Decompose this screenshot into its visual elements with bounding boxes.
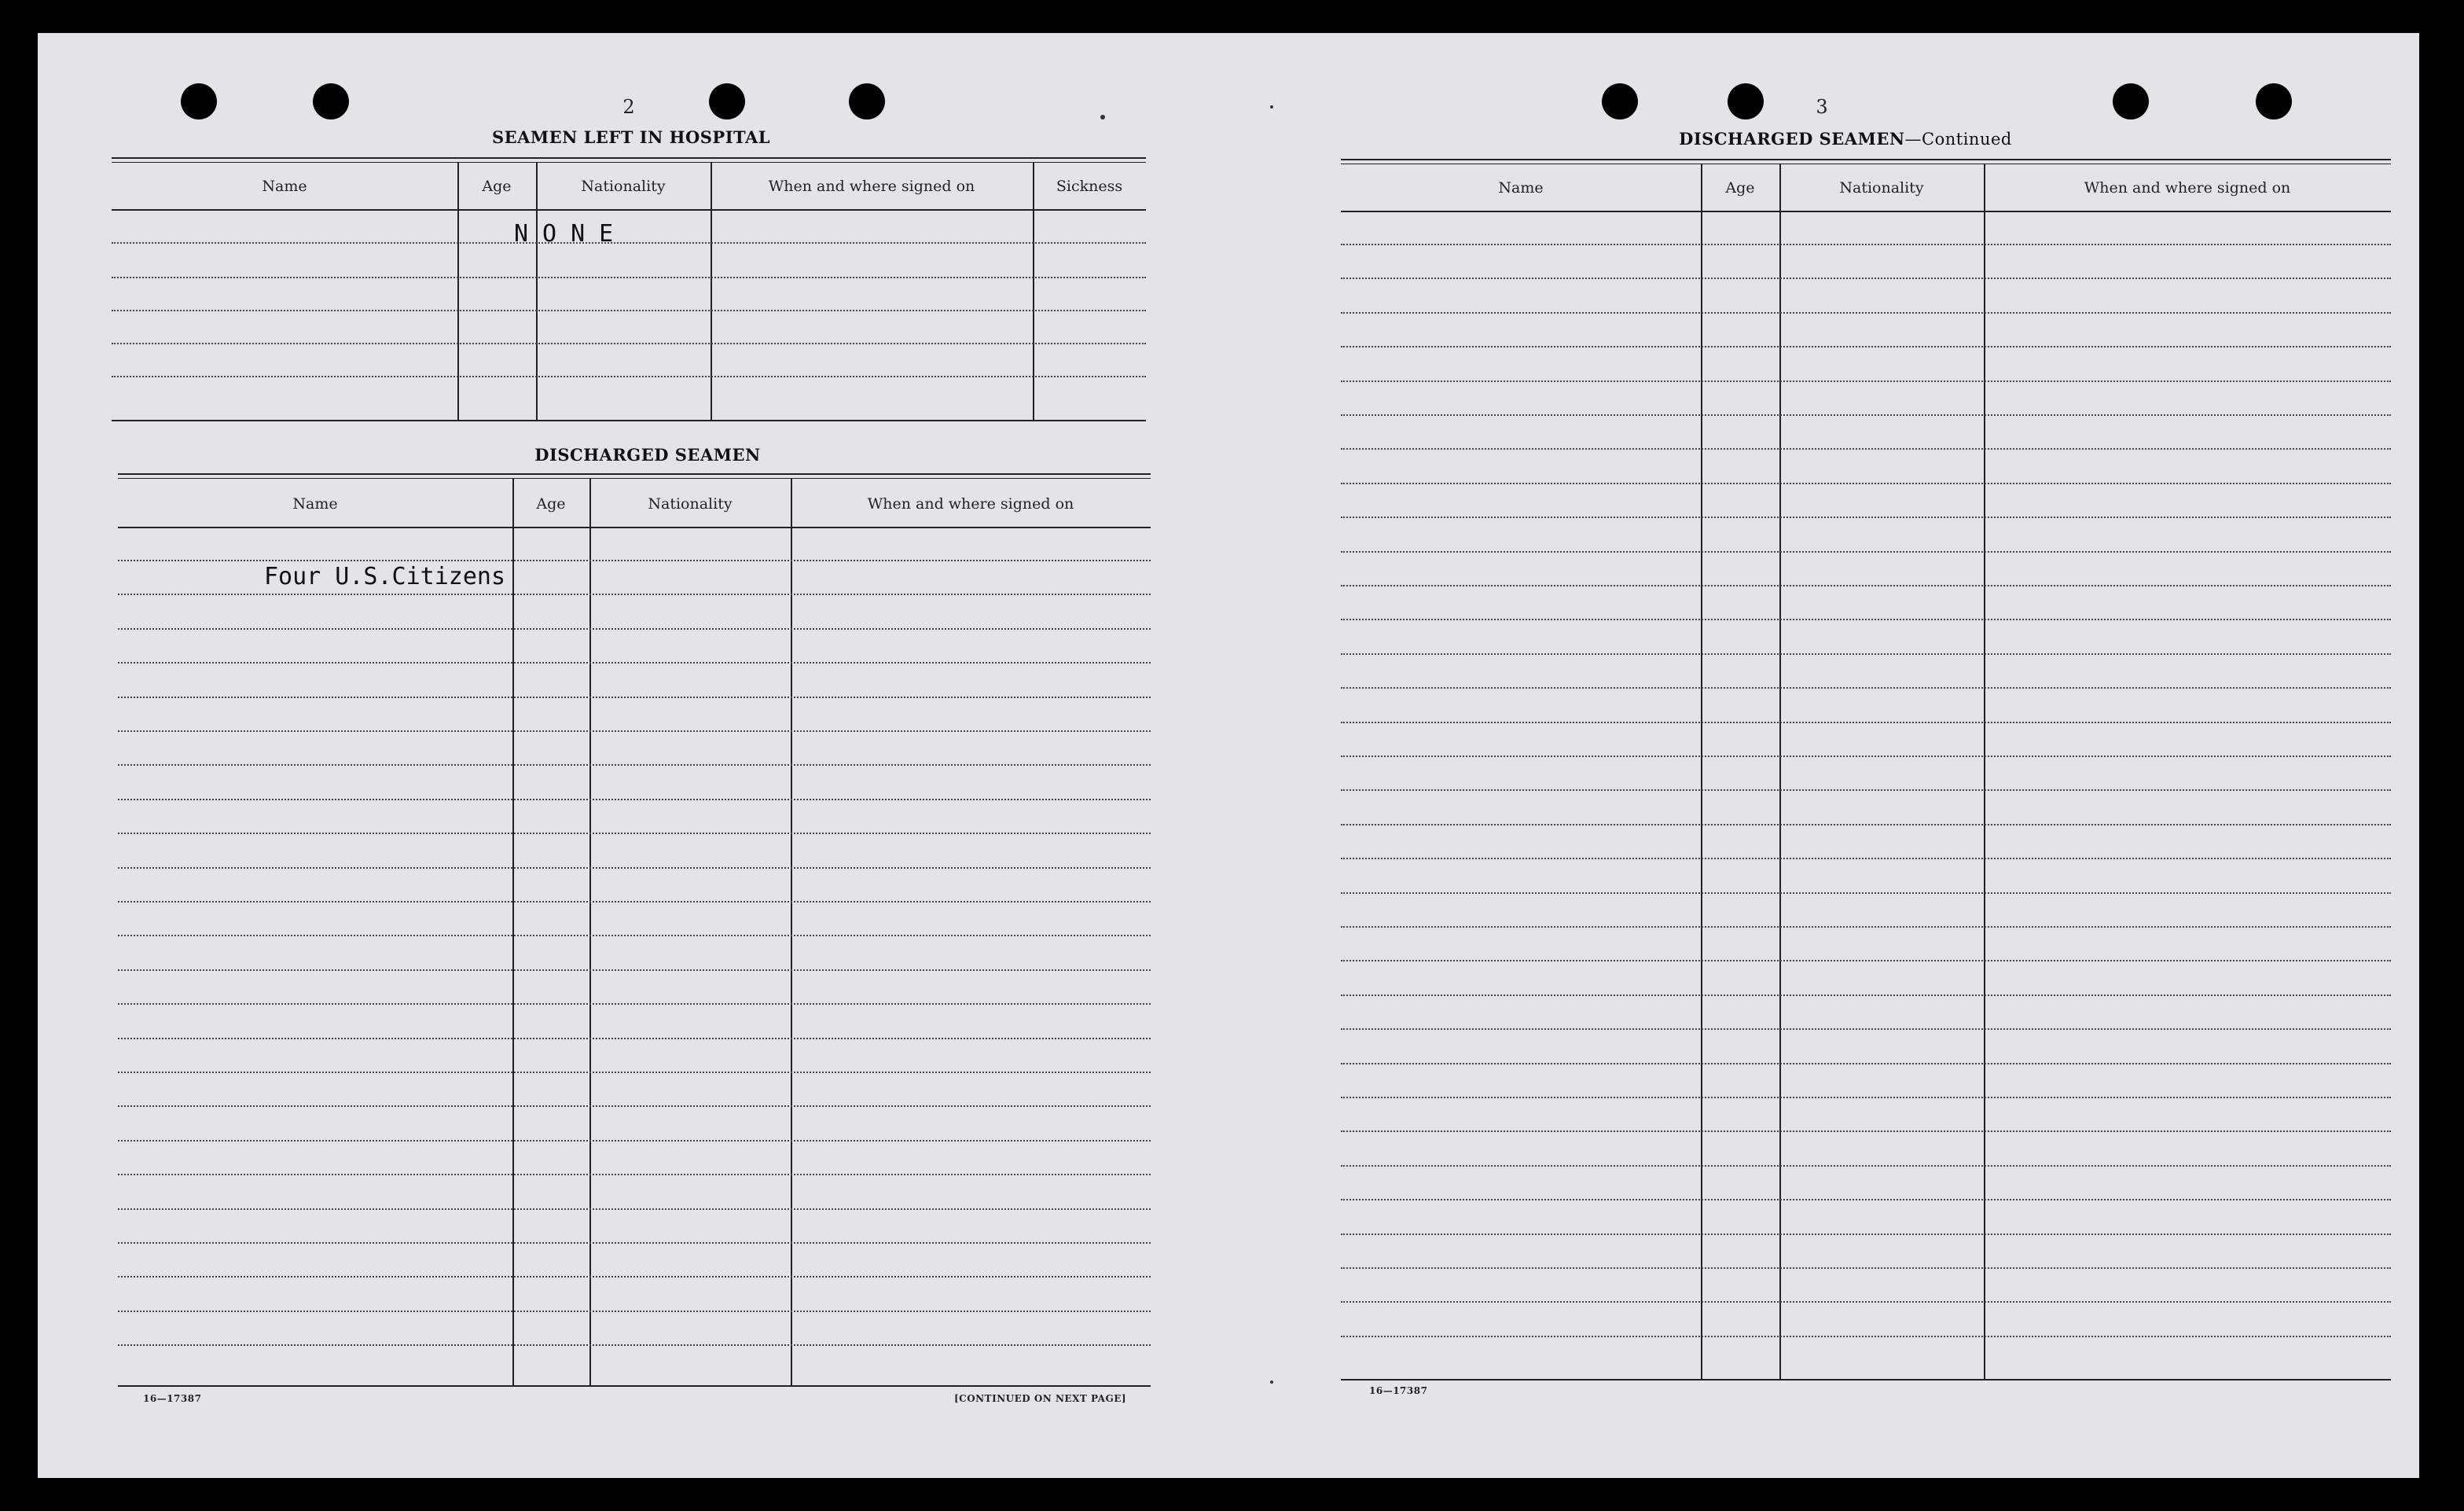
- ruled-line: [118, 969, 1151, 971]
- punch-hole: [181, 83, 217, 119]
- ruled-line: [1341, 517, 2391, 518]
- ruled-line: [118, 764, 1151, 766]
- ruled-line: [118, 1242, 1151, 1244]
- typed-none-entry: NONE: [514, 220, 628, 248]
- ruled-line: [1341, 312, 2391, 314]
- ruled-line: [1341, 448, 2391, 450]
- title-main: DISCHARGED SEAMEN: [1679, 129, 1905, 149]
- ruled-line: [118, 935, 1151, 936]
- hospital-table: [112, 157, 1146, 425]
- ruled-line: [1341, 824, 2391, 825]
- page-number: 2: [622, 96, 635, 118]
- ruled-line: [1341, 858, 2391, 859]
- ruled-line: [1341, 1130, 2391, 1132]
- typed-four-citizens-entry: Four U.S.Citizens: [264, 563, 506, 590]
- column-header-age: Age: [1725, 179, 1755, 197]
- hospital-section-title: SEAMEN LEFT IN HOSPITAL: [491, 127, 771, 147]
- form-number: 16—17387: [143, 1393, 202, 1404]
- punch-hole: [313, 83, 349, 119]
- column-header-name: Name: [292, 495, 338, 513]
- ruled-line: [118, 1174, 1151, 1175]
- ruled-line: [1341, 1165, 2391, 1167]
- column-header-when-where: When and where signed on: [2084, 179, 2291, 197]
- punch-hole: [709, 83, 745, 119]
- right-page: [1225, 33, 2419, 1478]
- speck: [1270, 105, 1273, 108]
- column-header-nationality: Nationality: [581, 178, 666, 195]
- ruled-line: [1341, 244, 2391, 245]
- ruled-line: [1341, 1063, 2391, 1064]
- page-number: 3: [1816, 96, 1828, 118]
- ruled-line: [118, 662, 1151, 664]
- ruled-line: [118, 1140, 1151, 1142]
- ruled-line: [1341, 926, 2391, 928]
- ruled-line: [1341, 687, 2391, 689]
- column-header-sickness: Sickness: [1056, 178, 1123, 195]
- ruled-line: [1341, 551, 2391, 553]
- ruled-line: [1341, 756, 2391, 757]
- column-header-name: Name: [1498, 179, 1544, 197]
- ruled-line: [118, 1208, 1151, 1210]
- column-header-age: Age: [536, 495, 566, 513]
- ruled-line: [1341, 585, 2391, 586]
- form-number: 16—17387: [1369, 1385, 1428, 1396]
- title-continued: —Continued: [1904, 130, 2012, 149]
- ruled-line: [1341, 1028, 2391, 1030]
- ruled-line: [118, 594, 1151, 595]
- ruled-line: [118, 799, 1151, 800]
- column-header-nationality: Nationality: [1839, 179, 1924, 197]
- punch-hole: [2113, 83, 2149, 119]
- speck: [1100, 115, 1105, 119]
- ruled-line: [118, 628, 1151, 630]
- discharged-section-title: DISCHARGED SEAMEN: [534, 445, 761, 465]
- ruled-line: [118, 1105, 1151, 1107]
- discharged-continued-table: [1341, 159, 2391, 1382]
- punch-hole: [1602, 83, 1638, 119]
- ruled-line: [118, 1311, 1151, 1312]
- column-header-when-where: When and where signed on: [768, 178, 975, 195]
- column-header-age: Age: [482, 178, 512, 195]
- ruled-line: [118, 1276, 1151, 1278]
- speck: [1270, 1380, 1273, 1384]
- ruled-line: [1341, 892, 2391, 894]
- ruled-line: [1341, 722, 2391, 723]
- ruled-line: [1341, 483, 2391, 484]
- ruled-line: [118, 1072, 1151, 1073]
- continued-note: [CONTINUED ON NEXT PAGE]: [954, 1393, 1127, 1404]
- ruled-line: [1341, 1267, 2391, 1269]
- ruled-line: [1341, 1301, 2391, 1303]
- punch-hole: [1728, 83, 1764, 119]
- ruled-line: [118, 730, 1151, 732]
- ruled-line: [118, 1344, 1151, 1346]
- ruled-line: [1341, 1336, 2391, 1337]
- ruled-line: [1341, 278, 2391, 279]
- ruled-line: [1341, 1097, 2391, 1098]
- ruled-line: [118, 560, 1151, 561]
- left-page: [38, 33, 1209, 1478]
- punch-hole: [2256, 83, 2292, 119]
- ruled-line: [1341, 994, 2391, 996]
- discharged-continued-title: [1679, 129, 2012, 149]
- ruled-line: [118, 867, 1151, 869]
- ruled-line: [118, 697, 1151, 698]
- ruled-line: [1341, 381, 2391, 382]
- discharged-table: [118, 473, 1151, 1390]
- ruled-line: [118, 1003, 1151, 1005]
- ruled-line: [1341, 619, 2391, 620]
- column-header-nationality: Nationality: [648, 495, 733, 513]
- ruled-line: [1341, 1199, 2391, 1200]
- ruled-line: [118, 1038, 1151, 1039]
- column-header-when-where: When and where signed on: [867, 495, 1074, 513]
- column-header-name: Name: [262, 178, 307, 195]
- ruled-line: [1341, 960, 2391, 961]
- ruled-line: [1341, 414, 2391, 416]
- ruled-line: [1341, 1233, 2391, 1235]
- punch-hole: [849, 83, 885, 119]
- ruled-line: [1341, 346, 2391, 347]
- form-sheet: [38, 33, 2419, 1478]
- ruled-line: [1341, 789, 2391, 791]
- ruled-line: [118, 901, 1151, 903]
- ruled-line: [118, 833, 1151, 834]
- ruled-line: [1341, 653, 2391, 655]
